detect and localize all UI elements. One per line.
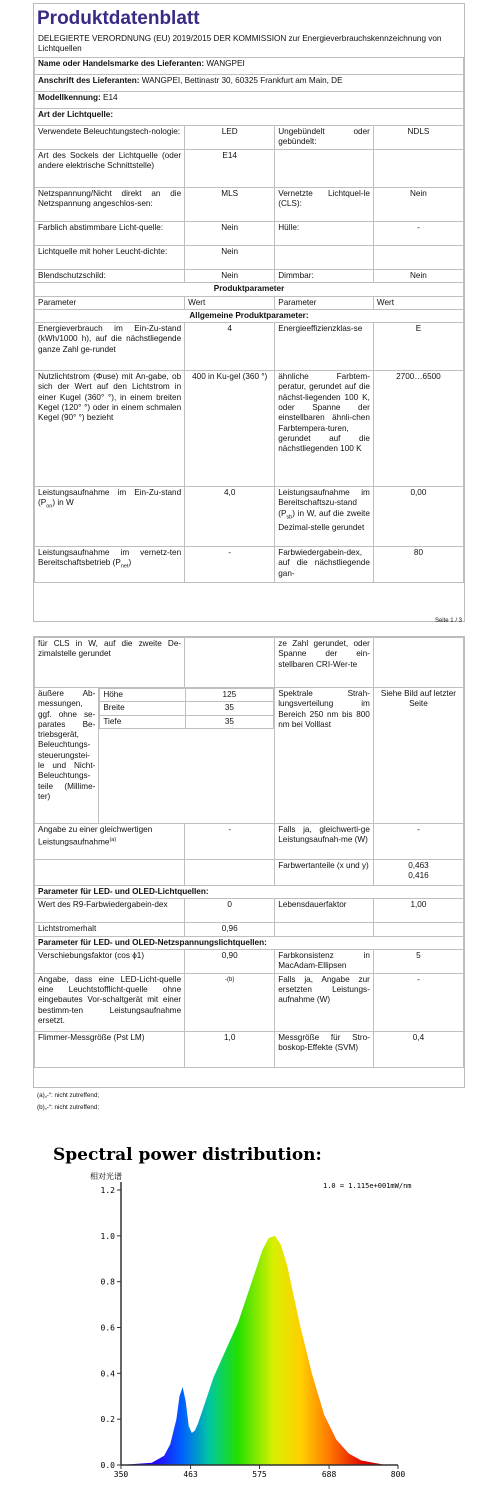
param-label: Flimmer-Messgröße (Pst LM) xyxy=(35,1031,185,1067)
dimension-name: Breite xyxy=(100,702,185,715)
type-label: Netzspannung/Nicht direkt an die Netzspannung angeschlos-sen: xyxy=(35,188,185,222)
param-value: - xyxy=(185,547,275,583)
type-value: Nein xyxy=(373,270,463,283)
y-tick-label: 0.8 xyxy=(100,1277,115,1287)
datasheet-page-2 xyxy=(33,636,465,1088)
chart-title: Spectral power distribution: xyxy=(53,1145,322,1165)
param-value: - xyxy=(373,824,463,860)
x-tick-label: 688 xyxy=(321,1470,337,1479)
dimensions-label: äußere Ab-messungen, ggf. ohne se-parates Be-triebsgerät, Beleuchtungs-steuerungstei-le und Nicht-Beleuchtungs-teile (Millime-ter) xyxy=(35,688,99,824)
param-label: Leistungsaufnahme im Bereitschaftszu-stand $(P_{sb})$ in W, auf die zweite Dezimal-stelle gerundet xyxy=(275,487,374,547)
led-params-heading: Parameter für LED- und OLED-Lichtquellen: xyxy=(35,886,464,899)
param-label: Leistungsaufnahme im Ein-Zu-stand $(P_{on})$ in W xyxy=(35,487,185,547)
param-value: 5 xyxy=(373,949,463,973)
type-label: Blendschutzschild: xyxy=(35,270,185,283)
dimension-value: 125 xyxy=(185,689,274,702)
page-number: Seite 1 / 3 xyxy=(434,618,462,624)
y-tick-label: 0.6 xyxy=(100,1323,115,1333)
param-value: 0,90 xyxy=(185,949,275,973)
chromaticity-values: 0,463 0,416 xyxy=(373,860,463,886)
type-value: Nein xyxy=(373,188,463,222)
type-label: Dimmbar: xyxy=(275,270,374,283)
param-value: 2700…6500 xyxy=(373,371,463,487)
param-label: Nutzlichtstrom (Φuse) mit An-gabe, ob sich der Wert auf den Lichtstrom in einer Kugel (360° °), in einem breiten Kegel (120° °) oder in einem schmalen Kegel (90° °) bezieht xyxy=(35,371,185,487)
footnote-b: (b)„-“: nicht zutreffend; xyxy=(37,1104,100,1111)
param-label: Verschiebungsfaktor (cos ϕ1) xyxy=(35,949,185,973)
model-row: Modellkennung: E14 xyxy=(35,92,464,109)
type-value: Nein xyxy=(185,246,275,270)
type-value: LED xyxy=(185,126,275,150)
param-label: Falls ja, gleichwerti-ge Leistungsaufnah-me (W) xyxy=(275,824,374,860)
footnote-a: (a)„-“: nicht zutreffend; xyxy=(37,1092,100,1099)
column-header-parameter: Parameter xyxy=(35,296,185,309)
equivalent-power-value: - xyxy=(185,824,275,860)
column-header-value: Wert xyxy=(373,296,463,309)
param-label: Energieeffizienzklas-se xyxy=(275,323,374,371)
param-label: Angabe, dass eine LED-Licht-quelle eine Leuchtstofflicht-quelle ohne eingebautes Vor-schaltgerät mit einer bestimm-ten Leistungsaufnahme ersetzt. xyxy=(35,973,185,1031)
supplier-address-row: Anschrift des Lieferanten: WANGPEI, Bettinastr 30, 60325 Frankfurt am Main, DE xyxy=(35,75,464,92)
param-label: ähnliche Farbtem-peratur, gerundet auf die nächst-liegenden 100 K, oder Spanne der einstellbaren ähnli-chen Farbtempera-turen, gerundet auf die nächstliegenden 100 K xyxy=(275,371,374,487)
param-label: Energieverbrauch im Ein-Zu-stand (kWh/1000 h), auf die nächstliegende ganze Zahl ge-rundet xyxy=(35,323,185,371)
chromaticity-label: Farbwertanteile (x und y) xyxy=(275,860,374,886)
datasheet-table-2 xyxy=(34,637,464,1068)
param-value: 0,00 xyxy=(373,487,463,547)
x-tick-label: 800 xyxy=(390,1470,406,1479)
x-tick-label: 350 xyxy=(113,1470,129,1479)
regulation-subtitle: DELEGIERTE VERORDNUNG (EU) 2019/2015 DER KOMMISSION zur Energieverbrauchskennzeichnung von Lichtquellen xyxy=(38,34,442,53)
param-value: 4 xyxy=(185,323,275,371)
param-label: Wert des R9-Farbwiedergabein-dex xyxy=(35,899,185,923)
datasheet-table-1 xyxy=(34,57,464,583)
type-label: Ungebündelt oder gebündelt: xyxy=(275,126,374,150)
plot-area xyxy=(101,1182,406,1479)
param-label: ze Zahl gerundet, oder Spanne der ein-stellbaren CRI-Wer-te xyxy=(275,638,374,688)
type-label: Art des Sockels der Lichtquelle (oder andere elektrische Schnittstelle) xyxy=(35,150,185,188)
param-label: Falls ja, Angabe zur ersetzten Leistungs-aufnahme (W) xyxy=(275,973,374,1031)
param-label: Farbwiedergabein-dex, auf die nächstliegende gan- xyxy=(275,547,374,583)
column-header-parameter: Parameter xyxy=(275,296,374,309)
type-value: E14 xyxy=(185,150,275,188)
param-value: 1,0 xyxy=(185,1031,275,1067)
y-axis-label: 相对光谱 xyxy=(90,1172,122,1181)
param-value: - xyxy=(373,973,463,1031)
product-params-heading: Produktparameter xyxy=(35,283,464,296)
equivalent-power-label: Angabe zu einer gleichwertigen Leistungsaufnahme$^{(a)}$ xyxy=(35,824,185,860)
type-label: Vernetzte Lichtquel-le (CLS): xyxy=(275,188,374,222)
type-value: Nein xyxy=(185,270,275,283)
type-value: Nein xyxy=(185,222,275,246)
dimension-name: Höhe xyxy=(100,689,185,702)
x-tick-label: 575 xyxy=(252,1470,267,1479)
type-label: Hülle: xyxy=(275,222,374,246)
datasheet-page-1 xyxy=(33,3,465,622)
param-label: Leistungsaufnahme im vernetz-ten Bereitschaftsbetrieb $(P_{net})$ xyxy=(35,547,185,583)
spectral-power-chart xyxy=(33,1130,463,1490)
param-value: -(b) xyxy=(185,973,275,1031)
param-label: Lebensdauerfaktor xyxy=(275,899,374,923)
general-params-heading: Allgemeine Produktparameter: xyxy=(35,309,464,322)
spectral-label: Spektrale Strah-lungsverteilung im Bereich 250 nm bis 800 nm bei Volllast xyxy=(275,688,374,824)
type-value: - xyxy=(373,222,463,246)
spectral-value: Siehe Bild auf letzter Seite xyxy=(373,688,463,824)
type-value: MLS xyxy=(185,188,275,222)
y-tick-label: 0.0 xyxy=(100,1461,115,1470)
param-value: 80 xyxy=(373,547,463,583)
dimensions-cell xyxy=(99,688,275,824)
param-label: Messgröße für Stro-boskop-Effekte (SVM) xyxy=(275,1031,374,1067)
x-tick-label: 463 xyxy=(183,1470,198,1479)
mains-params-heading: Parameter für LED- und OLED-Netzspannungslichtquellen: xyxy=(35,936,464,949)
y-tick-label: 0.4 xyxy=(100,1369,115,1379)
param-value: E xyxy=(373,323,463,371)
param-label: Lichtstromerhalt xyxy=(35,923,185,936)
param-value: 1,00 xyxy=(373,899,463,923)
param-label: für CLS in W, auf die zweite De-zimalstelle gerundet xyxy=(35,638,185,688)
spectrum-area xyxy=(121,1236,398,1465)
param-value: 0 xyxy=(185,899,275,923)
type-label: Lichtquelle mit hoher Leucht-dichte: xyxy=(35,246,185,270)
param-label: Farbkonsistenz in MacAdam-Ellipsen xyxy=(275,949,374,973)
type-label: Farblich abstimmbare Licht-quelle: xyxy=(35,222,185,246)
dimension-value: 35 xyxy=(185,702,274,715)
page-title: Produktdatenblatt xyxy=(37,8,200,29)
type-label: Verwendete Beleuchtungstech-nologie: xyxy=(35,126,185,150)
type-value: NDLS xyxy=(373,126,463,150)
param-value: 400 in Ku-gel (360 °) xyxy=(185,371,275,487)
y-tick-label: 0.2 xyxy=(100,1415,115,1425)
dimension-value: 35 xyxy=(185,715,274,728)
dimension-name: Tiefe xyxy=(100,715,185,728)
y-tick-label: 1.0 xyxy=(100,1231,115,1241)
light-type-heading: Art der Lichtquelle: xyxy=(35,109,464,126)
param-value: 0,96 xyxy=(185,923,275,936)
param-value: 4,0 xyxy=(185,487,275,547)
normalization-annotation: 1.0 = 1.115e+001mW/nm xyxy=(323,1182,412,1190)
param-value: 0,4 xyxy=(373,1031,463,1067)
column-header-value: Wert xyxy=(185,296,275,309)
y-tick-label: 1.2 xyxy=(100,1186,115,1195)
supplier-name-row: Name oder Handelsmarke des Lieferanten: WANGPEI xyxy=(35,58,464,75)
